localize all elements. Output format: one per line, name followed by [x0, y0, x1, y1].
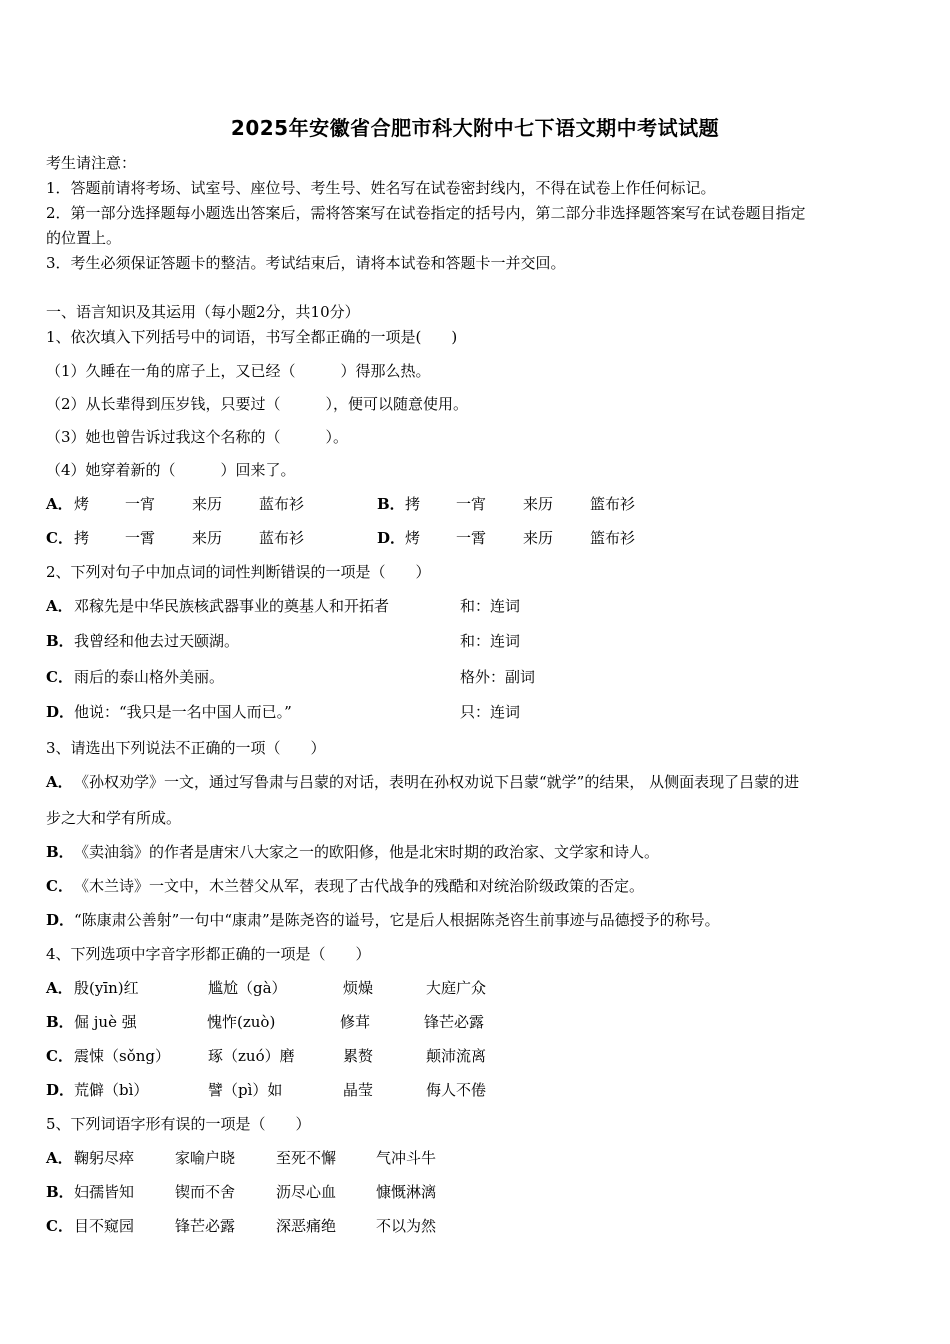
question-stem: 1、依次填入下列括号中的词语，书写全都正确的一项是( ) [46, 328, 458, 346]
q1-sentence: （4）她穿着新的（ ）回来了。 [46, 461, 296, 479]
question-stem: 3、请选出下列说法不正确的一项（ ） [46, 739, 326, 757]
notice-item: 2．第一部分选择题每小题选出答案后，需将答案写在试卷指定的括号内，第二部分非选择题答案写在试卷题目指定 [46, 204, 806, 222]
q1-sentence: （1）久睡在一角的席子上，又已经（ ）得那么热。 [46, 362, 431, 380]
page-title: 2025年安徽省合肥市科大附中七下语文期中考试试题 [230, 116, 720, 140]
q1-sentence: （3）她也曾告诉过我这个名称的（ ）。 [46, 428, 349, 446]
notice-item: 1．答题前请将考场、试室号、座位号、考生号、姓名写在试卷密封线内，不得在试卷上作任何标记。 [46, 179, 716, 197]
q1-sentence: （2）从长辈得到压岁钱，只要过（ ），便可以随意使用。 [46, 395, 469, 413]
question-stem: 4、下列选项中字音字形都正确的一项是（ ） [46, 945, 371, 963]
notice-item: 的位置上。 [46, 229, 122, 247]
section-heading: 一、语言知识及其运用（每小题2分，共10分） [46, 303, 360, 321]
notice-item: 3．考生必须保证答题卡的整洁。考试结束后，请将本试卷和答题卡一并交回。 [46, 254, 566, 272]
notice-heading: 考生请注意： [46, 154, 137, 172]
question-stem: 5、下列词语字形有误的一项是（ ） [46, 1115, 311, 1133]
question-stem: 2、下列对句子中加点词的词性判断错误的一项是（ ） [46, 563, 431, 581]
